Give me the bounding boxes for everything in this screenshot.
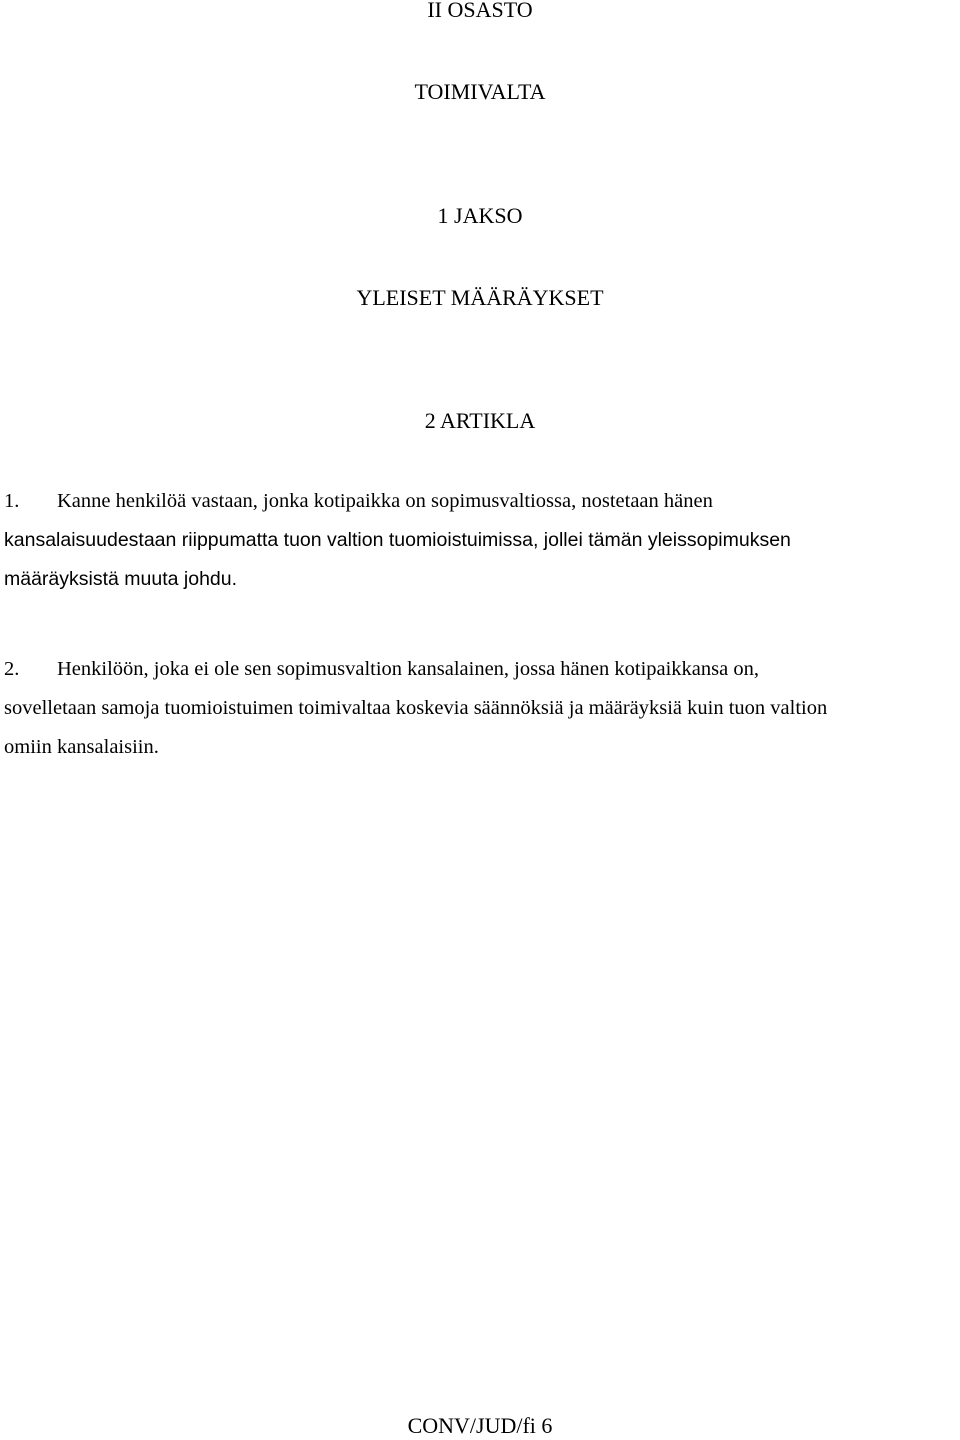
paragraph-2-number: 2. (4, 658, 20, 680)
part-heading: II OSASTO (427, 0, 533, 22)
document-reference-footer: CONV/JUD/fi 6 (407, 1413, 553, 1438)
section-heading: 1 JAKSO (437, 203, 523, 228)
paragraph-1-line-1-text: Kanne henkilöä vastaan, jonka kotipaikka on sopimusvaltiossa, nostetaan hänen (57, 490, 713, 512)
paragraph-1-number: 1. (4, 490, 20, 512)
paragraph-2-line-1 (4, 650, 960, 689)
paragraph-2-line-2: sovelletaan samoja tuomioistuimen toimivaltaa koskevia säännöksiä ja määräyksiä kuin tuon valtion (4, 697, 828, 719)
title-heading: TOIMIVALTA (414, 79, 546, 104)
article-heading: 2 ARTIKLA (424, 408, 536, 433)
paragraph-1-line-1 (4, 482, 960, 521)
paragraph-2-line-3: omiin kansalaisiin. (4, 736, 159, 758)
paragraph-1 (4, 482, 960, 599)
paragraph-1-line-2: kansalaisuudestaan riippumatta tuon valtion tuomioistuimissa, jollei tämän yleissopimuksen (4, 529, 791, 551)
paragraph-2-line-1-text: Henkilöön, joka ei ole sen sopimusvaltion kansalainen, jossa hänen kotipaikkansa on, (57, 658, 759, 680)
section-title-heading: YLEISET MÄÄRÄYKSET (356, 285, 604, 310)
paragraph-2 (4, 650, 960, 767)
paragraph-1-line-3: määräyksistä muuta johdu. (4, 568, 238, 590)
